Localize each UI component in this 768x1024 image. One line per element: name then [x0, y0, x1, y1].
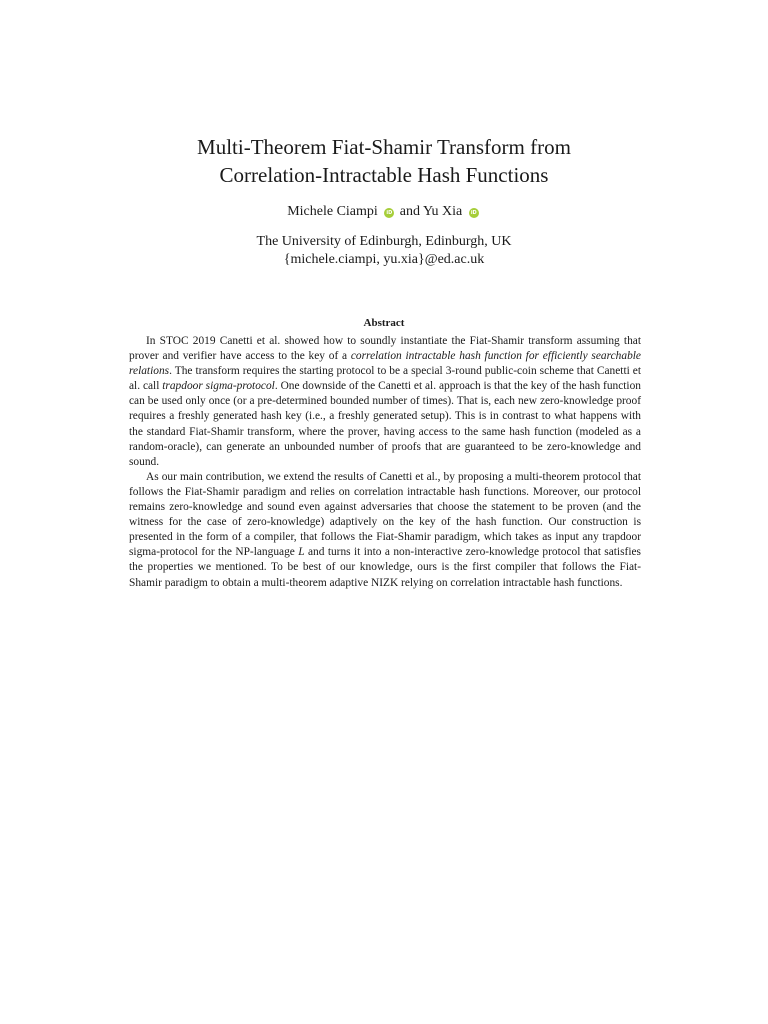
abstract-p2-text-b: and turns it into a non-interactive zero-knowledge protocol that satisfies the properties we mentioned. To be best of our knowledge, ours is the first compiler that follows the Fiat-Shamir paradigm to obtain a multi-theorem adaptive NIZK relying on correlation intractable hash functions.	[129, 546, 641, 589]
affiliation-emails: {michele.ciampi, yu.xia}@ed.ac.uk	[283, 252, 485, 267]
abstract-paragraph-2	[129, 470, 641, 591]
abstract-body	[129, 334, 641, 591]
abstract-p1-emphasis-2: trapdoor sigma-protocol	[162, 380, 275, 393]
abstract-p1-emphasis-1: correlation intractable hash function for efficiently searchable relations	[129, 350, 641, 378]
abstract-p1-text-b: . The transform requires the starting protocol to be a special 3-round public-coin scheme that Canetti et al. call	[129, 365, 641, 393]
abstract-p2-emphasis: L	[298, 546, 305, 559]
orcid-icon[interactable]: iD	[384, 208, 394, 218]
abstract-p2-text-a: As our main contribution, we extend the results of Canetti et al., by proposing a multi-theorem protocol that follows the Fiat-Shamir paradigm and relies on correlation intractable hash functions. Moreover, our protocol remains zero-knowledge and sound even against adversaries that choose the statement to be proven (and the witness for the case of zero-knowledge) adaptively on the key of the hash function. Our construction is presented in the form of a compiler, that follows the Fiat-Shamir paradigm, which takes as input any trapdoor sigma-protocol for the NP-language	[129, 470, 641, 559]
title-line-1: Multi-Theorem Fiat-Shamir Transform from	[197, 135, 571, 159]
author-name-2: Yu Xia	[423, 204, 463, 219]
title-line-2: Correlation-Intractable Hash Functions	[219, 163, 549, 187]
author-list	[0, 203, 768, 221]
abstract-paragraph-1	[129, 334, 641, 470]
abstract-p1-text-c: . One downside of the Canetti et al. approach is that the key of the hash function can be used only once (or a pre-determined bounded number of times). That is, each new zero-knowledge proof requires a freshly generated hash key (i.e., a freshly generated setup). This is in contrast to what happens with the standard Fiat-Shamir transform, where the prover, having access to the same hash function (modeled as a random-oracle), can generate an unbounded number of proofs that are guaranteed to be zero-knowledge and sound.	[129, 380, 641, 468]
paper-title	[0, 133, 768, 189]
abstract-heading: Abstract	[363, 317, 405, 329]
abstract-p1-text-a: In STOC 2019 Canetti et al. showed how to soundly instantiate the Fiat-Shamir transform assuming that prover and verifier have access to the key of a	[129, 335, 641, 363]
affiliation	[0, 233, 768, 269]
orcid-icon[interactable]: iD	[469, 208, 479, 218]
author-joiner: and	[399, 204, 421, 219]
affiliation-institution: The University of Edinburgh, Edinburgh, UK	[256, 234, 512, 249]
author-name-1: Michele Ciampi	[287, 204, 378, 219]
